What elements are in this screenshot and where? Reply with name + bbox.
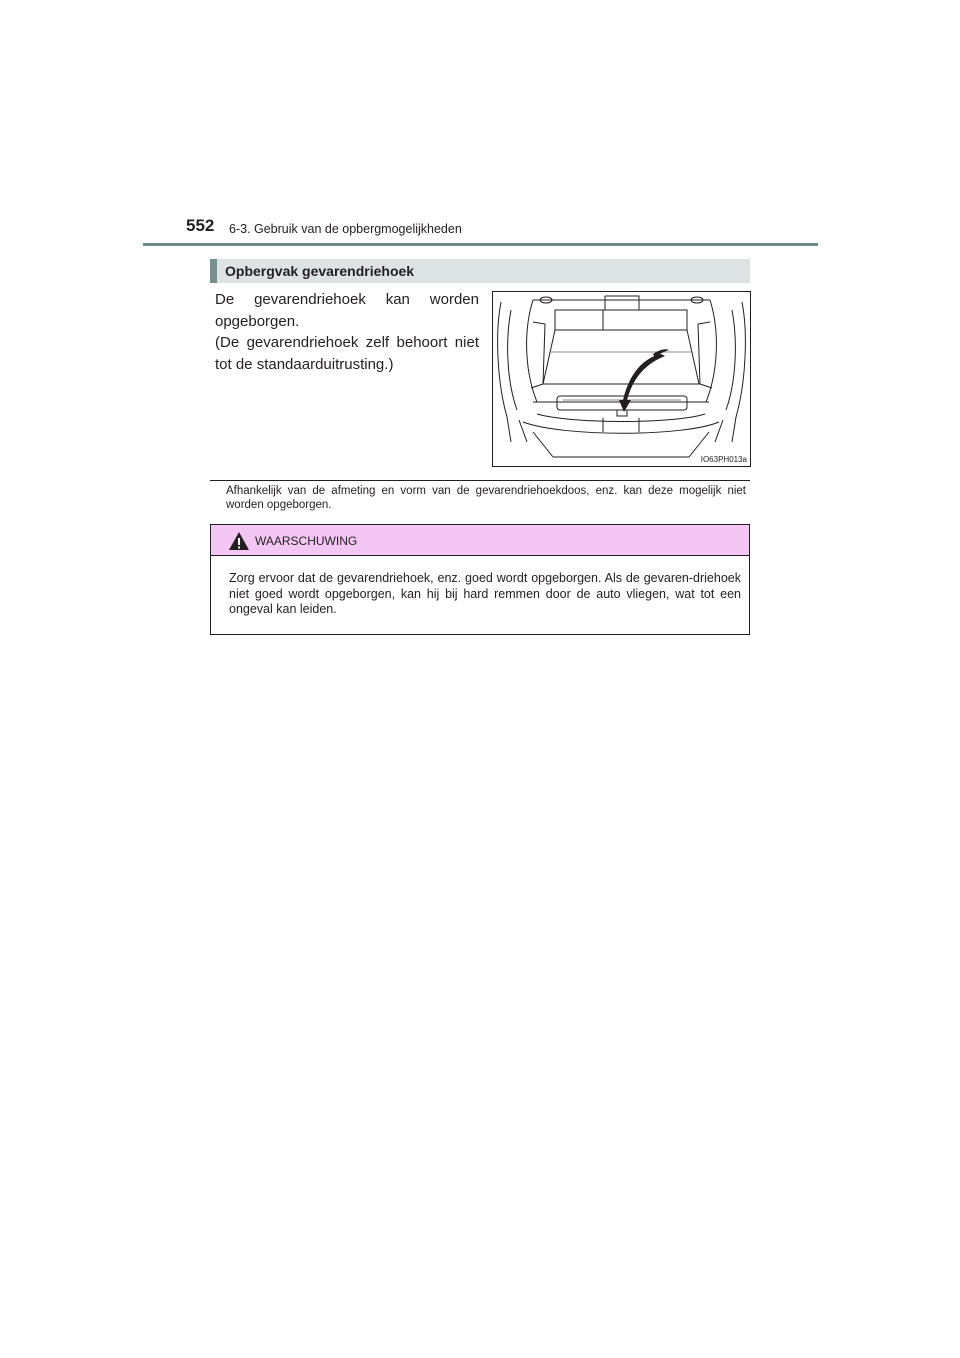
car-trunk-illustration — [492, 291, 751, 467]
warning-box — [210, 524, 750, 635]
body-line-1: De gevarendriehoek kan worden — [215, 291, 479, 308]
warning-triangle-icon — [228, 531, 250, 551]
car-trunk-drawing — [493, 292, 750, 466]
note-separator — [210, 480, 750, 481]
section-reference: 6-3. Gebruik van de opbergmogelijkheden — [229, 222, 462, 236]
body-line-4: tot de standaarduitrusting.) — [215, 355, 394, 373]
warning-title: WAARSCHUWING — [255, 534, 358, 548]
warning-header — [211, 525, 749, 556]
section-heading-bar — [210, 259, 750, 283]
heading-accent — [210, 259, 217, 283]
body-line-3: (De gevarendriehoek zelf behoort niet — [215, 334, 479, 351]
body-paragraph — [215, 289, 479, 375]
note-text: Afhankelijk van de afmeting en vorm van de gevarendriehoekdoos, enz. kan deze mogelijk niet worden opgeborgen. — [226, 485, 746, 511]
section-heading: Opbergvak gevarendriehoek — [225, 263, 415, 279]
body-line-2: opgeborgen. — [215, 312, 300, 330]
illustration-code: IO63PH013a — [700, 455, 747, 464]
warning-text: Zorg ervoor dat de gevarendriehoek, enz. goed wordt opgeborgen. Als de gevaren-driehoek niet goed wordt opgeborgen, kan hij bij hard remmen door de auto vliegen, wat tot een ongeval kan leiden. — [229, 571, 741, 616]
page-number: 552 — [186, 216, 215, 235]
header-divider — [143, 243, 818, 246]
